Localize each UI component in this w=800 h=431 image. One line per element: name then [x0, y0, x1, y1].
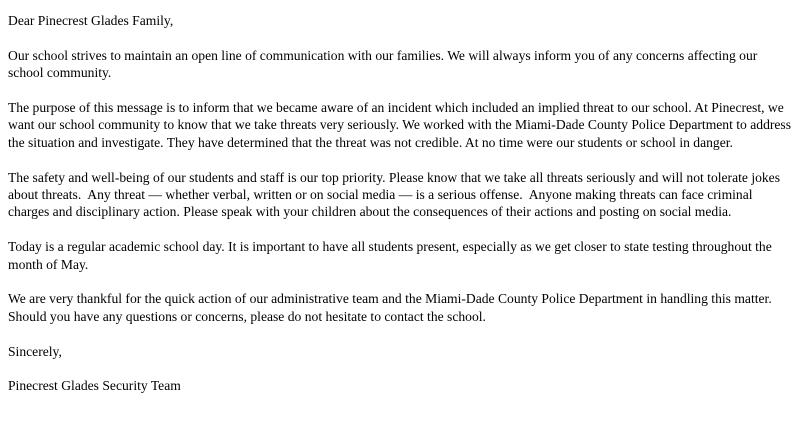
signature: Pinecrest Glades Security Team	[8, 378, 181, 394]
letter-body	[8, 12, 795, 395]
paragraph-communication: Our school strives to maintain an open line of communication with our families. We will always inform you of any concerns affecting our school community.	[8, 47, 761, 81]
paragraph-incident: The purpose of this message is to inform that we became aware of an incident which included an implied threat to our school. At Pinecrest, we want our school community to know that we take threats very seriously. We worked with the Miami-Dade County Police Department to address the situation and investigate. They have determined that the threat was not credible. At no time were our students or school in danger.	[8, 100, 795, 150]
closing: Sincerely,	[8, 343, 62, 359]
paragraph-safety: The safety and well-being of our students and staff is our top priority. Please know that we take all threats seriously and will not tolerate jokes about threats. Any threat — whether verbal, written or on social media — is a serious offense. Anyone making threats can face criminal charges and disciplinary action. Please speak with your children about the consequences of their actions and posting on social media.	[8, 169, 784, 220]
paragraph-school-day: Today is a regular academic school day. It is important to have all students present, especially as we get closer to state testing throughout the month of May.	[8, 239, 776, 272]
salutation: Dear Pinecrest Glades Family,	[8, 13, 174, 28]
paragraph-thanks: We are very thankful for the quick action of our administrative team and the Miami-Dade County Police Department in handling this matter. Should you have any questions or concerns, please do not hesitate to contact the school.	[8, 291, 779, 324]
